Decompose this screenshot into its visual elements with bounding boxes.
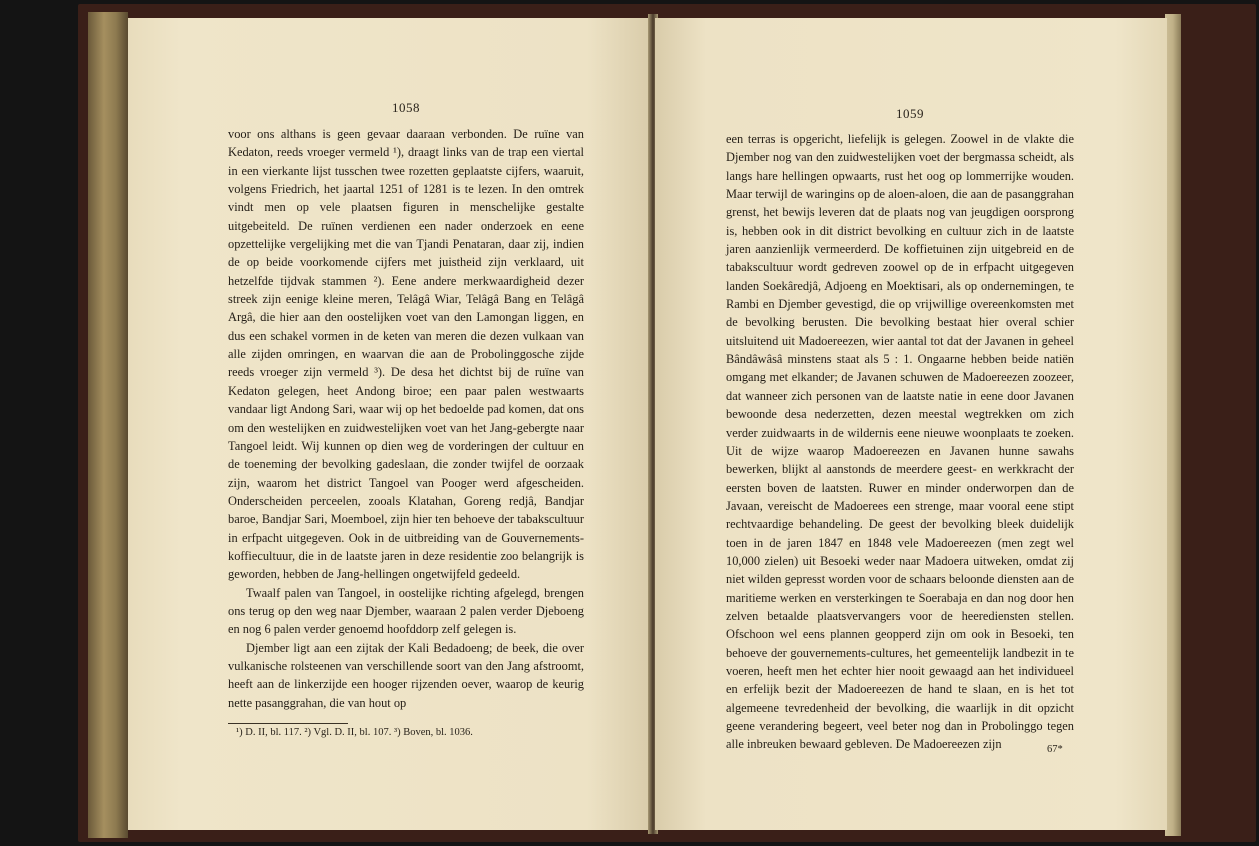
left-page-body [228,125,584,712]
footnote-rule [228,723,348,724]
left-paragraph-3: Djember ligt aan een zijtak der Kali Bedadoeng; de beek, die over vulkanische rolsteenen van verschillende soort van den Jang afstroomt, heeft aan de linkerzijde een hooger rijzenden oever, waarop de keurig nette pasanggrahan, die van hout op [228,640,584,710]
right-paragraph-1: een terras is opgericht, liefelijk is gelegen. Zoowel in de vlakte die Djember nog van den zuidwestelijken voet der bergmassa scheidt, als langs hare hellingen opwaarts, rust het oog op lommerrijke wouden. Maar terwijl de waringins op de aloen-aloen, die aan de pasanggrahan grenst, het bewijs leveren dat de plaats nog van jeugdigen oorsprong is, hebben ook in dit district bevolking en cultuur zich in de laatste jaren aanzienlijk vermeerderd. De koffietuinen zijn uitgebreid en de tabakscultuur wordt gedreven zoowel op de in erfpacht uitgegeven landen Soekâredjâ, Adjoeng en Moektisari, als op ondernemingen, te Rambi en Djember gevestigd, die op vrijwillige overeenkomsten met de bevolking berusten. Die bevolking bestaat hier overal schier uitsluitend uit Madoereezen, wier aantal tot dat der Javanen in geheel Bândâwâsâ minstens staat als 5 : 1. Ongaarne hebben beide natiën omgang met elkander; de Javanen schuwen de Madoereezen zoozeer, dat wanneer zich personen van de laatste natie in eene door Javanen bewoonde desa nederzetten, dezen meestal wegtrekken om zich verder zuidwaarts in de wildernis eene nieuwe woonplaats te zoeken. Uit de wijze waarop Madoereezen en Javanen hunne sawahs bewerken, blijkt al aanstonds de meerdere geest- en werkkracht der eersten boven de laatsten. Ruwer en minder onderworpen dan de Javaan, vereischt de Madoerees een strenge, maar vooral eene stipt rechtvaardige behandeling. De geest der bevolking bleek duidelijk toen in de jaren 1847 en 1848 vele Madoereezen (men zegt wel 10,000 zielen) uit Besoeki weder naar Madoera uitweken, omdat zij niet wilden gepresst worden voor de schaars beloonde diensten aan de maritieme werken en versterkingen te Soerabaja en dan nog door hen zelven betaalde plaatsvervangers voor de heerediensten stellen. Ofschoon wel eens plannen geopperd zijn om ook in Besoeki, ten behoeve der gouvernements-cultures, het gemeentelijk landbezit in te voeren, heeft men het echter hier nooit gewaagd aan het individueel en erfelijk bezit der Madoereezen de hand te slaan, en is het tot algemeene tevredenheid der bevolking, die waarlijk in dit opzicht geene verandering begeert, veel beter nog dan in Probolinggo tegen alle inbreuken bewaard gebleven. De Madoereezen zijn [726,132,1074,752]
footnotes: ¹) D. II, bl. 117. ²) Vgl. D. II, bl. 107. ³) Boven, bl. 1036. [236,727,473,738]
left-paragraph-2: Twaalf palen van Tangoel, in oostelijke richting afgelegd, brengen ons terug op den weg naar Djember, waaraan 2 palen verder Djeboeng en nog 6 palen verder genoemd hoofddorp zelf gelegen is. [228,585,584,637]
left-paragraph-1: voor ons althans is geen gevaar daaraan verbonden. De ruïne van Kedaton, reeds vroeger vermeld ¹), draagt links van de trap een viertal in een vierkante lijst tusschen twee rozetten geplaatste cijfers, waaruit, volgens Friedrich, het jaartal 1251 of 1281 is te lezen. In den omtrek vindt men op vele plaatsen figuren in menschelijke gestalte uitgebeiteld. De ruïnen verdienen een nader onderzoek en eene opzettelijke vergelijking met die van Tjandi Penataran, daar zij, indien de op beide voorkomende cijfers met juistheid zijn verklaard, uit hetzelfde tijdvak stammen ²). Eene andere merkwaardigheid dezer streek zijn eenige kleine meren, Telâgâ Wiar, Telâgâ Bang en Telâgâ Argâ, die hier aan den oostelijken voet van den Lamongan liggen, en dus een schakel vormen in de keten van meren die dezen vulkaan van alle zijden omringen, en waarvan die aan de Probolinggosche zijde reeds vroeger zijn vermeld ³). De desa het dichtst bij de ruïne van Kedaton gelegen, heet Andong biroe; een paar palen westwaarts vandaar ligt Andong Sari, waar wij op het bedoelde pad komen, dat ons om den westelijken en zuidwestelijken voet van het Jang-gebergte naar Tangoel leidt. Wij kunnen op dien weg de vorderingen der cultuur en de toeneming der bevolking gadeslaan, die zonder twijfel de oorzaak zijn, waarom het district Tangoel van Pooger werd afgescheiden. Onderscheiden perceelen, zooals Klatahan, Goreng redjâ, Bandjar baroe, Bandjar Sari, Moemboel, zijn hier ten behoeve der tabakscultuur in erfpacht uitgegeven. Ook in de uitbreiding van de Gouvernements-koffiecultuur, die in de laatste jaren in deze residentie zoo belangrijk is geworden, hebben de Jang-hellingen ongetwijfeld gedeeld. [228,127,584,582]
page-number-right: 1059 [896,106,924,121]
signature-mark: 67* [1047,744,1063,755]
right-page-body [726,130,1074,754]
left-page [128,18,650,830]
right-page [655,18,1167,830]
page-number-left: 1058 [392,100,420,115]
page-block-edge-left [88,12,128,838]
page-block-edge-right [1165,14,1181,836]
